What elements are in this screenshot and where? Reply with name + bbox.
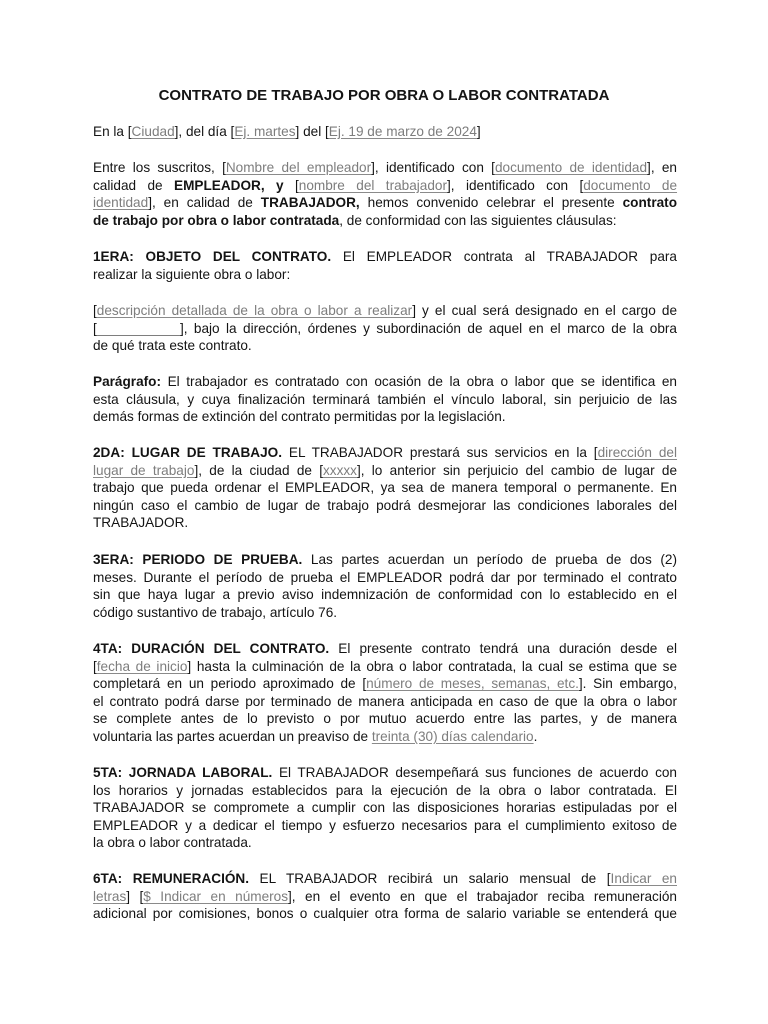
placeholder-salary-numbers: $ Indicar en números: [143, 888, 289, 904]
clause-heading: 5TA: JORNADA LABORAL.: [93, 765, 273, 780]
text-run: voluntaria las partes acuerdan un preaviso de: [93, 728, 372, 744]
text-run: ], en: [647, 160, 677, 175]
text-run: , de conformidad con las siguientes cláusulas:: [339, 212, 617, 228]
placeholder-worker-id: identidad: [93, 195, 149, 211]
text-line: [93, 266, 677, 284]
text-run: Entre los suscritos, [: [93, 160, 226, 175]
date-paragraph: [93, 123, 677, 141]
clause-heading: 6TA: REMUNERACIÓN.: [93, 871, 250, 886]
text-line: [93, 337, 677, 355]
placeholder-date: Ej. 19 de marzo de 2024: [328, 124, 477, 139]
placeholder-worker-name: nombre del trabajador: [298, 177, 448, 193]
text-run: completará en un periodo aproximado de [: [93, 676, 367, 692]
text-run: [: [93, 658, 97, 674]
text-run: de qué trata este contrato.: [93, 338, 252, 354]
placeholder-workplace-address: lugar de trabajo: [93, 462, 195, 478]
text-line: [93, 302, 677, 320]
text-run: ], lo anterior sin perjuicio del cambio de lugar de: [356, 462, 678, 478]
document-title: CONTRATO DE TRABAJO POR OBRA O LABOR CONTRATADA: [158, 87, 610, 104]
text-run: esta cláusula, y cuya finalización terminará también el vínculo laboral, sin perjuicio de las: [93, 391, 677, 407]
placeholder-salary-words: letras: [93, 888, 127, 904]
text-line: [93, 586, 677, 604]
placeholder-worker-id: documento de: [583, 177, 678, 193]
text-line: [93, 177, 677, 195]
text-run: ]: [476, 124, 481, 139]
text-line: [93, 462, 677, 480]
text-run: sin que haya lugar a previo aviso indemnización de conformidad con lo establecido en el: [93, 587, 677, 603]
text-line: [93, 551, 677, 569]
clause-heading: 4TA: DURACIÓN DEL CONTRATO.: [93, 641, 330, 656]
placeholder-city: Ciudad: [131, 124, 175, 139]
text-run: [: [93, 320, 97, 336]
text-run: ], bajo la dirección, órdenes y subordinación de aquel en el marco de la obra: [179, 320, 677, 336]
text-run: ] y el cual será designado en el cargo de: [412, 303, 677, 318]
text-line: [93, 408, 677, 426]
text-line: [93, 373, 677, 391]
text-line: [93, 514, 677, 532]
bold-run: EMPLEADOR, y: [174, 177, 284, 193]
text-run: TRABAJADOR se compromete a cumplir con las disposiciones horarias estipuladas por el: [93, 800, 677, 816]
text-run: Las partes acuerdan un período de prueba de dos (2): [302, 552, 677, 567]
text-line: [93, 604, 677, 622]
text-line: [93, 159, 677, 177]
text-line: [93, 194, 677, 212]
text-line: [93, 870, 677, 888]
placeholder-notice-period: treinta (30) días calendario: [371, 728, 534, 744]
text-line: [93, 479, 677, 497]
clause-5-paragraph: [93, 764, 677, 852]
bold-run: de trabajo por obra o labor contratada: [93, 212, 340, 228]
work-description-paragraph: [93, 302, 677, 355]
text-run: [: [283, 177, 299, 193]
text-line: [93, 640, 677, 658]
text-run: trabajo que pueda ordenar el EMPLEADOR, ya sea de manera temporal o permanente. En: [93, 480, 677, 496]
clause-3-paragraph: [93, 551, 677, 621]
text-run: la obra o labor contratada.: [93, 835, 252, 851]
text-line: [93, 444, 677, 462]
clause-4-paragraph: [93, 640, 677, 746]
text-line: [93, 888, 677, 906]
text-run: .: [533, 728, 538, 744]
text-run: demás formas de extinción del contrato permitidas por la legislación.: [93, 409, 506, 425]
text-line: [93, 675, 677, 693]
text-line: [93, 799, 677, 817]
text-line: [93, 728, 677, 746]
bold-run: contrato: [622, 195, 677, 211]
placeholder-city: xxxxx: [322, 462, 357, 478]
text-run: hemos convenido celebrar el presente: [359, 195, 623, 211]
paragraph-note: [93, 373, 677, 426]
placeholder-workplace-address: dirección del: [597, 445, 678, 460]
text-run: realizar la siguiente obra o labor:: [93, 266, 291, 282]
text-run: EL TRABAJADOR recibirá un salario mensual de [: [249, 871, 611, 886]
text-run: se complete antes de lo previsto o por mutuo acuerdo entre las partes, y de manera: [93, 711, 677, 727]
clause-heading: 3ERA: PERIODO DE PRUEBA.: [93, 552, 303, 567]
text-run: ] del [: [295, 124, 329, 139]
text-run: ]. Sin embargo,: [578, 676, 677, 692]
text-run: El trabajador es contratado con ocasión de la obra o labor que se identifica en: [161, 374, 677, 389]
clause-heading: Parágrafo:: [93, 374, 161, 389]
text-run: ], identificado con [: [371, 160, 495, 175]
text-run: EMPLEADOR y a dedicar el tiempo y esfuerzo necesarios para el cumplimiento exitoso de: [93, 817, 677, 833]
clause-heading: 1ERA: OBJETO DEL CONTRATO.: [93, 249, 332, 264]
text-line: [93, 248, 677, 266]
placeholder-employer-name: Nombre del empleador: [225, 160, 372, 175]
placeholder-duration: número de meses, semanas, etc.: [366, 676, 579, 692]
text-run: En la [: [93, 124, 132, 139]
placeholder-employer-id: documento de identidad: [494, 160, 648, 175]
clause-2-paragraph: [93, 444, 677, 532]
text-line: [93, 905, 677, 923]
text-run: El EMPLEADOR contrata al TRABAJADOR para: [331, 249, 677, 264]
text-line: [93, 782, 677, 800]
text-run: ] [: [126, 888, 144, 904]
text-run: TRABAJADOR.: [93, 515, 189, 531]
text-line: [93, 212, 677, 230]
text-run: ], del día [: [174, 124, 235, 139]
text-run: ], identificado con [: [447, 177, 584, 193]
text-run: ], en calidad de: [148, 195, 261, 211]
text-run: ], en el evento en que el trabajador reciba remuneración: [288, 888, 677, 904]
placeholder-work-description: descripción detallada de la obra o labor a realizar: [96, 303, 413, 318]
text-line: [93, 391, 677, 409]
text-line: [93, 320, 677, 338]
clause-heading: 2DA: LUGAR DE TRABAJO.: [93, 445, 283, 460]
clause-1-paragraph: [93, 248, 677, 283]
text-line: [93, 693, 677, 711]
text-line: [93, 658, 677, 676]
placeholder-salary-words: Indicar en: [610, 871, 677, 886]
text-run: [: [93, 303, 97, 318]
text-run: El presente contrato tendrá una duración desde el: [329, 641, 677, 656]
text-line: [93, 834, 677, 852]
text-run: calidad de: [93, 177, 174, 193]
text-line: [93, 497, 677, 515]
text-run: ] hasta la culminación de la obra o labor contratada, la cual se estima que se: [187, 658, 677, 674]
parties-paragraph: [93, 159, 677, 229]
text-run: los horarios y jornadas establecidos para la ejecución de la obra o labor contratada. El: [93, 782, 677, 798]
text-line: [93, 123, 677, 141]
placeholder-weekday: Ej. martes: [234, 124, 296, 139]
text-line: [93, 817, 677, 835]
text-run: EL TRABAJADOR prestará sus servicios en la [: [282, 445, 598, 460]
text-run: ], de la ciudad de [: [194, 462, 323, 478]
text-run: código sustantivo de trabajo, artículo 76.: [93, 604, 338, 620]
text-run: meses. Durante el período de prueba el EMPLEADOR podrá dar por terminado el contrato: [93, 569, 677, 585]
bold-run: TRABAJADOR,: [260, 195, 360, 211]
placeholder-start-date: fecha de inicio: [96, 658, 188, 674]
text-line: [93, 764, 677, 782]
text-line: [93, 710, 677, 728]
text-line: [93, 569, 677, 587]
text-run: El TRABAJADOR desempeñará sus funciones de acuerdo con: [272, 765, 677, 780]
text-run: el contrato podrá darse por terminado de manera anticipada en caso de que la obra o labor: [93, 693, 677, 709]
text-run: ningún caso el cambio de lugar de trabajo podrá desmejorar las condiciones laborales del: [93, 497, 677, 513]
clause-6-paragraph: [93, 870, 677, 923]
text-run: adicional por comisiones, bonos o cualquier otra forma de salario variable se entenderá que: [93, 906, 677, 922]
placeholder-position: ___________: [96, 320, 180, 336]
